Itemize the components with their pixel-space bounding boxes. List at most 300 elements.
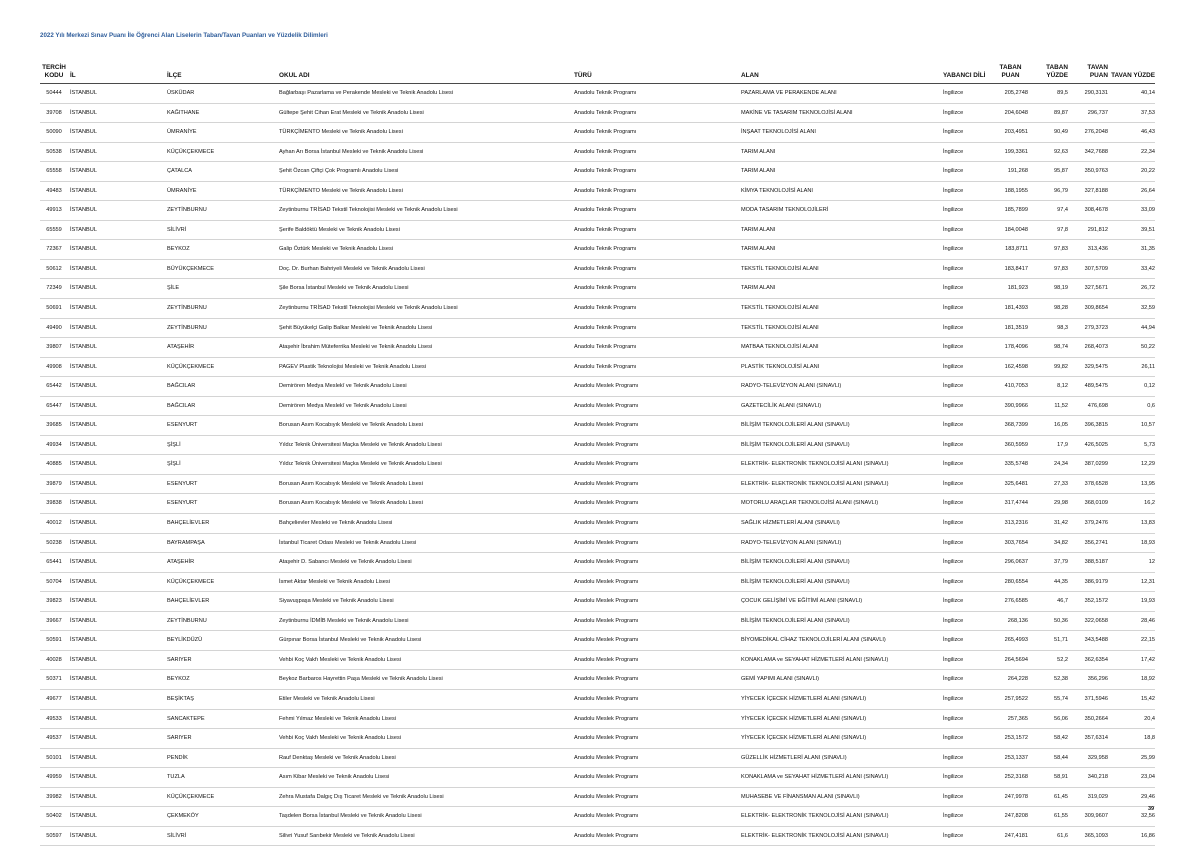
- cell-top-percent: 44,94: [1141, 324, 1155, 331]
- cell-code: 49677: [46, 695, 62, 702]
- cell-school: Bahçelievler Mesleki ve Teknik Anadolu Lisesi: [279, 520, 393, 527]
- cell-language: İngilizce: [943, 90, 964, 96]
- cell-field: ELEKTRİK- ELEKTRONİK TEKNOLOJİSİ ALANI (SINAVLI): [741, 480, 889, 487]
- cell-top-score: 386,9179: [1084, 578, 1108, 585]
- cell-top-percent: 37,53: [1141, 109, 1155, 116]
- cell-type: Anadolu Teknik Programı: [574, 344, 637, 351]
- cell-base-score: 303,7654: [1004, 539, 1028, 546]
- cell-base-percent: 56,06: [1054, 715, 1068, 722]
- cell-code: 65559: [46, 226, 62, 233]
- cell-top-score: 352,1572: [1084, 598, 1108, 605]
- cell-base-score: 204,6048: [1004, 109, 1028, 116]
- cell-school: Vehbi Koç Vakfı Mesleki ve Teknik Anadolu Lisesi: [279, 735, 401, 742]
- cell-base-score: 184,0048: [1004, 226, 1028, 233]
- table-row: [40, 142, 1155, 162]
- cell-type: Anadolu Meslek Programı: [574, 480, 639, 487]
- cell-base-score: 264,5694: [1004, 656, 1028, 663]
- cell-school: Ataşehir D. Sabancı Mesleki ve Teknik Anadolu Lisesi: [279, 559, 412, 566]
- cell-base-score: 390,9966: [1004, 402, 1028, 409]
- cell-code: 72349: [46, 285, 62, 292]
- cell-base-score: 252,3168: [1004, 774, 1028, 781]
- cell-type: Anadolu Meslek Programı: [574, 832, 639, 839]
- col-header-il: İL: [70, 72, 76, 79]
- cell-language: İngilizce: [943, 656, 964, 663]
- cell-ilce: ZEYTİNBURNU: [167, 617, 207, 624]
- table-row: [40, 689, 1155, 709]
- cell-ilce: ÜMRANİYE: [167, 129, 197, 136]
- cell-type: Anadolu Meslek Programı: [574, 617, 639, 624]
- table-row: [40, 592, 1155, 612]
- cell-top-percent: 16,2: [1144, 500, 1155, 507]
- cell-school: Taşdelen Borsa İstanbul Mesleki ve Teknik Anadolu Lisesi: [279, 813, 422, 820]
- cell-top-score: 396,3815: [1084, 422, 1108, 429]
- cell-type: Anadolu Meslek Programı: [574, 383, 639, 390]
- cell-base-score: 162,4598: [1004, 363, 1028, 370]
- cell-il: İSTANBUL: [70, 148, 97, 155]
- cell-top-percent: 23,04: [1141, 774, 1155, 781]
- cell-type: Anadolu Meslek Programı: [574, 520, 639, 527]
- table-row: [40, 631, 1155, 651]
- cell-code: 50371: [46, 676, 62, 683]
- cell-language: İngilizce: [943, 539, 964, 546]
- cell-ilce: ŞİŞLİ: [167, 441, 181, 448]
- cell-code: 39685: [46, 422, 62, 429]
- cell-language: İngilizce: [943, 754, 964, 761]
- cell-code: 50591: [46, 637, 62, 644]
- cell-field: TARIM ALANI: [741, 168, 776, 175]
- cell-base-score: 181,4393: [1004, 305, 1028, 312]
- cell-ilce: ESENYURT: [167, 500, 198, 507]
- cell-il: İSTANBUL: [70, 363, 97, 370]
- cell-code: 50704: [46, 578, 62, 585]
- cell-top-percent: 12: [1148, 559, 1155, 566]
- cell-field: GÜZELLİK HİZMETLERİ ALANI (SINAVLI): [741, 754, 847, 761]
- cell-ilce: ZEYTİNBURNU: [167, 305, 207, 312]
- cell-type: Anadolu Meslek Programı: [574, 578, 639, 585]
- cell-type: Anadolu Teknik Programı: [574, 265, 637, 272]
- cell-top-score: 276,2048: [1084, 129, 1108, 136]
- col-header-code: TERCİH KODU: [42, 64, 66, 79]
- table-row: [40, 729, 1155, 749]
- cell-il: İSTANBUL: [70, 793, 97, 800]
- cell-top-score: 342,7688: [1084, 148, 1108, 155]
- cell-type: Anadolu Meslek Programı: [574, 676, 639, 683]
- cell-ilce: ŞİŞLİ: [167, 461, 181, 468]
- cell-code: 50402: [46, 813, 62, 820]
- cell-base-percent: 37,79: [1054, 559, 1068, 566]
- cell-type: Anadolu Meslek Programı: [574, 402, 639, 409]
- cell-base-score: 268,136: [1007, 617, 1028, 624]
- cell-base-score: 181,3519: [1004, 324, 1028, 331]
- cell-base-percent: 61,6: [1057, 832, 1068, 839]
- cell-top-score: 307,5709: [1084, 265, 1108, 272]
- cell-code: 72367: [46, 246, 62, 253]
- cell-field: PLASTİK TEKNOLOJİSİ ALANI: [741, 363, 820, 370]
- cell-ilce: ZEYTİNBURNU: [167, 207, 207, 214]
- cell-ilce: ÇATALCA: [167, 168, 192, 175]
- cell-base-score: 253,1337: [1004, 754, 1028, 761]
- cell-language: İngilizce: [943, 578, 964, 585]
- cell-top-percent: 13,95: [1141, 480, 1155, 487]
- cell-school: Yıldız Teknik Üniversitesi Maçka Mesleki ve Teknik Anadolu Lisesi: [279, 461, 442, 468]
- cell-language: İngilizce: [943, 226, 964, 233]
- cell-language: İngilizce: [943, 285, 964, 292]
- cell-type: Anadolu Meslek Programı: [574, 715, 639, 722]
- cell-top-percent: 40,14: [1141, 90, 1155, 96]
- cell-top-percent: 20,22: [1141, 168, 1155, 175]
- cell-code: 65441: [46, 559, 62, 566]
- cell-il: İSTANBUL: [70, 715, 97, 722]
- cell-top-score: 357,6314: [1084, 735, 1108, 742]
- cell-field: BİLİŞİM TEKNOLOJİLERİ ALANI (SINAVLI): [741, 441, 850, 448]
- cell-type: Anadolu Meslek Programı: [574, 559, 639, 566]
- table-row: [40, 455, 1155, 475]
- cell-type: Anadolu Teknik Programı: [574, 324, 637, 331]
- cell-il: İSTANBUL: [70, 168, 97, 175]
- cell-language: İngilizce: [943, 148, 964, 155]
- cell-base-percent: 92,63: [1054, 148, 1068, 155]
- cell-code: 40028: [46, 656, 62, 663]
- cell-school: Beykoz Barbaros Hayrettin Paşa Mesleki ve Teknik Anadolu Lisesi: [279, 676, 443, 683]
- cell-base-score: 253,1572: [1004, 735, 1028, 742]
- cell-il: İSTANBUL: [70, 539, 97, 546]
- cell-il: İSTANBUL: [70, 129, 97, 136]
- cell-base-score: 188,1955: [1004, 187, 1028, 194]
- cell-field: MATBAA TEKNOLOJİSİ ALANI: [741, 344, 819, 351]
- cell-base-score: 280,6554: [1004, 578, 1028, 585]
- cell-base-percent: 98,74: [1054, 344, 1068, 351]
- cell-top-percent: 50,22: [1141, 344, 1155, 351]
- cell-field: YİYECEK İÇECEK HİZMETLERİ ALANI (SINAVLI): [741, 715, 867, 722]
- table-row: [40, 123, 1155, 143]
- cell-code: 39667: [46, 617, 62, 624]
- cell-base-percent: 97,83: [1054, 265, 1068, 272]
- cell-top-percent: 18,93: [1141, 539, 1155, 546]
- cell-ilce: BÜYÜKÇEKMECE: [167, 265, 214, 272]
- cell-type: Anadolu Meslek Programı: [574, 441, 639, 448]
- cell-type: Anadolu Meslek Programı: [574, 598, 639, 605]
- cell-base-score: 264,228: [1007, 676, 1028, 683]
- cell-school: Silivri Yusuf Sarıbekir Mesleki ve Teknik Anadolu Lisesi: [279, 832, 415, 839]
- cell-field: TARIM ALANI: [741, 148, 776, 155]
- cell-base-percent: 61,55: [1054, 813, 1068, 820]
- cell-field: MODA TASARIM TEKNOLOJİLERİ: [741, 207, 829, 214]
- cell-school: Asım Kibar Mesleki ve Teknik Anadolu Lisesi: [279, 774, 390, 781]
- cell-type: Anadolu Meslek Programı: [574, 793, 639, 800]
- score-table: [40, 55, 1155, 846]
- cell-field: BİLİŞİM TEKNOLOJİLERİ ALANI (SINAVLI): [741, 617, 850, 624]
- cell-top-score: 489,5475: [1084, 383, 1108, 390]
- cell-language: İngilizce: [943, 813, 964, 820]
- cell-base-percent: 98,28: [1054, 305, 1068, 312]
- cell-language: İngilizce: [943, 695, 964, 702]
- col-header-ilce: İLÇE: [167, 72, 182, 79]
- cell-type: Anadolu Teknik Programı: [574, 285, 637, 292]
- cell-top-score: 319,029: [1087, 793, 1108, 800]
- cell-type: Anadolu Meslek Programı: [574, 735, 639, 742]
- cell-top-percent: 46,43: [1141, 129, 1155, 136]
- cell-base-score: 205,2748: [1004, 90, 1028, 96]
- cell-top-percent: 22,34: [1141, 148, 1155, 155]
- cell-top-score: 356,2741: [1084, 539, 1108, 546]
- cell-school: Demirören Medya Meslekî ve Teknik Anadolu Lisesi: [279, 383, 407, 390]
- cell-base-percent: 58,91: [1054, 774, 1068, 781]
- cell-type: Anadolu Meslek Programı: [574, 813, 639, 820]
- cell-field: BİLİŞİM TEKNOLOJİLERİ ALANI (SINAVLI): [741, 578, 850, 585]
- cell-code: 50597: [46, 832, 62, 839]
- cell-field: PAZARLAMA VE PERAKENDE ALANI: [741, 90, 837, 96]
- table-row: [40, 279, 1155, 299]
- cell-school: Ataşehir İbrahim Müteferrika Mesleki ve Teknik Anadolu Lisesi: [279, 344, 433, 351]
- cell-language: İngilizce: [943, 520, 964, 527]
- cell-type: Anadolu Meslek Programı: [574, 754, 639, 761]
- table-row: [40, 826, 1155, 846]
- cell-school: Zeytinburnu TRİSAD Tekstil Teknolojisi Mesleki ve Teknik Anadolu Lisesi: [279, 305, 458, 312]
- cell-language: İngilizce: [943, 441, 964, 448]
- cell-il: İSTANBUL: [70, 344, 97, 351]
- cell-field: ELEKTRİK- ELEKTRONİK TEKNOLOJİSİ ALANI (SINAVLI): [741, 832, 889, 839]
- cell-il: İSTANBUL: [70, 383, 97, 390]
- cell-il: İSTANBUL: [70, 402, 97, 409]
- cell-top-score: 343,5488: [1084, 637, 1108, 644]
- cell-il: İSTANBUL: [70, 578, 97, 585]
- cell-language: İngilizce: [943, 363, 964, 370]
- cell-field: TEKSTİL TEKNOLOJİSİ ALANI: [741, 265, 819, 272]
- cell-language: İngilizce: [943, 305, 964, 312]
- cell-top-score: 268,4073: [1084, 344, 1108, 351]
- cell-school: Galip Öztürk Mesleki ve Teknik Anadolu Lisesi: [279, 246, 393, 253]
- cell-top-score: 329,958: [1087, 754, 1108, 761]
- cell-code: 49959: [46, 774, 62, 781]
- cell-language: İngilizce: [943, 832, 964, 839]
- cell-top-percent: 22,15: [1141, 637, 1155, 644]
- cell-base-score: 191,268: [1007, 168, 1028, 175]
- cell-code: 39838: [46, 500, 62, 507]
- cell-base-score: 183,8711: [1005, 246, 1028, 253]
- cell-code: 49533: [46, 715, 62, 722]
- cell-base-score: 265,4993: [1004, 637, 1028, 644]
- cell-base-score: 247,9978: [1004, 793, 1028, 800]
- cell-type: Anadolu Meslek Programı: [574, 422, 639, 429]
- cell-il: İSTANBUL: [70, 813, 97, 820]
- cell-field: YİYECEK İÇECEK HİZMETLERİ ALANI (SINAVLI): [741, 695, 867, 702]
- cell-top-percent: 16,86: [1141, 832, 1155, 839]
- cell-school: Doç. Dr. Burhan Bahriyeli Mesleki ve Teknik Anadolu Lisesi: [279, 265, 425, 272]
- cell-field: MOTORLU ARAÇLAR TEKNOLOJİSİ ALANI (SINAVLI): [741, 500, 879, 507]
- cell-top-percent: 33,09: [1141, 207, 1155, 214]
- cell-il: İSTANBUL: [70, 480, 97, 487]
- cell-base-percent: 52,2: [1057, 656, 1068, 663]
- cell-code: 39879: [46, 480, 62, 487]
- cell-field: TEKSTİL TEKNOLOJİSİ ALANI: [741, 324, 819, 331]
- cell-ilce: KÜÇÜKÇEKMECE: [167, 363, 215, 370]
- cell-ilce: BEŞİKTAŞ: [167, 695, 194, 702]
- cell-field: MAKİNE VE TASARIM TEKNOLOJİSİ ALANI: [741, 109, 853, 116]
- cell-type: Anadolu Teknik Programı: [574, 168, 637, 175]
- cell-base-percent: 50,36: [1054, 617, 1068, 624]
- cell-school: Zeytinburnu İDMİB Mesleki ve Teknik Anadolu Lisesi: [279, 617, 409, 624]
- cell-top-percent: 32,59: [1141, 305, 1155, 312]
- cell-language: İngilizce: [943, 246, 964, 253]
- cell-base-percent: 29,98: [1054, 500, 1068, 507]
- cell-il: İSTANBUL: [70, 422, 97, 429]
- cell-type: Anadolu Teknik Programı: [574, 246, 637, 253]
- table-row: [40, 396, 1155, 416]
- cell-top-percent: 18,8: [1144, 735, 1155, 742]
- cell-school: Borusan Asım Kocabıyık Mesleki ve Teknik Anadolu Lisesi: [279, 500, 423, 507]
- cell-type: Anadolu Teknik Programı: [574, 109, 637, 116]
- cell-top-percent: 25,99: [1141, 754, 1155, 761]
- cell-school: Bağlarbaşı Pazarlama ve Perakende Mesleki ve Teknik Anadolu Lisesi: [279, 90, 454, 96]
- cell-type: Anadolu Teknik Programı: [574, 305, 637, 312]
- cell-school: Zehra Mustafa Dalgıç Dış Ticaret Mesleki ve Teknik Anadolu Lisesi: [279, 793, 444, 800]
- table-row: [40, 533, 1155, 553]
- cell-top-percent: 32,56: [1141, 813, 1155, 820]
- cell-base-percent: 89,87: [1054, 109, 1068, 116]
- cell-top-percent: 31,35: [1141, 246, 1155, 253]
- table-row: [40, 768, 1155, 788]
- cell-language: İngilizce: [943, 422, 964, 429]
- cell-il: İSTANBUL: [70, 246, 97, 253]
- cell-ilce: ESENYURT: [167, 422, 198, 429]
- cell-school: Yıldız Teknik Üniversitesi Maçka Mesleki ve Teknik Anadolu Lisesi: [279, 441, 442, 448]
- cell-base-percent: 61,45: [1054, 793, 1068, 800]
- cell-field: SAĞLIK HİZMETLERİ ALANI (SINAVLI): [741, 520, 840, 527]
- table-row: [40, 377, 1155, 397]
- table-row: [40, 748, 1155, 768]
- cell-top-percent: 20,4: [1144, 715, 1155, 722]
- cell-language: İngilizce: [943, 383, 964, 390]
- cell-top-score: 309,8654: [1084, 305, 1108, 312]
- cell-ilce: KÜÇÜKÇEKMECE: [167, 793, 215, 800]
- cell-il: İSTANBUL: [70, 461, 97, 468]
- cell-school: Ayhan Arı Borsa İstanbul Mesleki ve Teknik Anadolu Lisesi: [279, 148, 424, 155]
- cell-language: İngilizce: [943, 187, 964, 194]
- cell-school: Rauf Denktaş Mesleki ve Teknik Anadolu Lisesi: [279, 754, 396, 761]
- cell-field: KONAKLAMA ve SEYAHAT HİZMETLERİ ALANI (SINAVLI): [741, 774, 889, 781]
- cell-top-score: 313,436: [1087, 246, 1108, 253]
- cell-top-percent: 0,12: [1144, 383, 1155, 390]
- cell-type: Anadolu Teknik Programı: [574, 207, 637, 214]
- cell-ilce: ÇEKMEKÖY: [167, 813, 199, 820]
- cell-base-score: 317,4744: [1004, 500, 1028, 507]
- cell-type: Anadolu Teknik Programı: [574, 187, 637, 194]
- cell-ilce: BEYKOZ: [167, 676, 190, 683]
- cell-base-percent: 90,49: [1054, 129, 1068, 136]
- cell-ilce: BAĞCILAR: [167, 383, 196, 390]
- cell-code: 50691: [46, 305, 62, 312]
- cell-il: İSTANBUL: [70, 598, 97, 605]
- cell-top-score: 296,737: [1087, 109, 1108, 116]
- cell-base-percent: 97,8: [1057, 226, 1068, 233]
- cell-ilce: SİLİVRİ: [167, 226, 187, 233]
- cell-language: İngilizce: [943, 402, 964, 409]
- cell-ilce: ŞİLE: [167, 285, 180, 292]
- col-header-language: YABANCI DİLİ: [943, 72, 986, 79]
- col-header-school: OKUL ADI: [279, 72, 310, 79]
- cell-base-score: 257,365: [1007, 715, 1028, 722]
- cell-school: Gürpınar Borsa İstanbul Mesleki ve Teknik Anadolu Lisesi: [279, 637, 422, 644]
- cell-top-score: 327,8188: [1084, 187, 1108, 194]
- cell-field: TARIM ALANI: [741, 285, 776, 292]
- cell-top-percent: 19,93: [1141, 598, 1155, 605]
- cell-field: MUHASEBE VE FİNANSMAN ALANI (SINAVLI): [741, 793, 860, 800]
- table-header-row: [40, 55, 1155, 84]
- table-row: [40, 572, 1155, 592]
- cell-base-score: 257,9522: [1004, 695, 1028, 702]
- cell-il: İSTANBUL: [70, 500, 97, 507]
- table-row: [40, 357, 1155, 377]
- cell-language: İngilizce: [943, 207, 964, 214]
- cell-top-score: 327,5671: [1084, 285, 1108, 292]
- table-row: [40, 494, 1155, 514]
- cell-top-score: 322,0658: [1084, 617, 1108, 624]
- cell-base-percent: 27,33: [1054, 480, 1068, 487]
- cell-field: ELEKTRİK- ELEKTRONİK TEKNOLOJİSİ ALANI (SINAVLI): [741, 461, 889, 468]
- cell-ilce: ZEYTİNBURNU: [167, 324, 207, 331]
- cell-base-percent: 8,12: [1057, 383, 1068, 390]
- table-row: [40, 709, 1155, 729]
- cell-code: 50238: [46, 539, 62, 546]
- cell-base-score: 335,5748: [1004, 461, 1028, 468]
- cell-base-percent: 95,87: [1054, 168, 1068, 175]
- cell-language: İngilizce: [943, 559, 964, 566]
- cell-language: İngilizce: [943, 480, 964, 487]
- cell-language: İngilizce: [943, 598, 964, 605]
- cell-code: 49934: [46, 441, 62, 448]
- table-row: [40, 807, 1155, 827]
- cell-top-score: 371,5946: [1084, 695, 1108, 702]
- cell-school: Gültepe Şehit Cihan Erat Mesleki ve Teknik Anadolu Lisesi: [279, 109, 424, 116]
- cell-school: TÜRKÇİMENTO Mesleki ve Teknik Anadolu Lisesi: [279, 129, 403, 136]
- cell-il: İSTANBUL: [70, 207, 97, 214]
- cell-school: Siyavuşpaşa Mesleki ve Teknik Anadolu Lisesi: [279, 598, 394, 605]
- cell-base-score: 183,8417: [1004, 265, 1028, 272]
- cell-il: İSTANBUL: [70, 559, 97, 566]
- cell-school: TÜRKÇİMENTO Mesleki ve Teknik Anadolu Lisesi: [279, 187, 403, 194]
- cell-school: Etiler Mesleki ve Teknik Anadolu Lisesi: [279, 695, 375, 702]
- cell-type: Anadolu Meslek Programı: [574, 774, 639, 781]
- cell-type: Anadolu Teknik Programı: [574, 148, 637, 155]
- cell-base-percent: 58,44: [1054, 754, 1068, 761]
- document-title: 2022 Yılı Merkezi Sınav Puanı İle Öğrenci Alan Liselerin Taban/Tavan Puanları ve Yüzdelik Dilimleri: [40, 32, 328, 39]
- cell-code: 49913: [46, 207, 62, 214]
- cell-base-score: 181,923: [1007, 285, 1028, 292]
- table-row: [40, 201, 1155, 221]
- cell-code: 50101: [46, 754, 62, 761]
- cell-language: İngilizce: [943, 617, 964, 624]
- cell-base-score: 325,6481: [1004, 480, 1028, 487]
- cell-code: 39823: [46, 598, 62, 605]
- cell-il: İSTANBUL: [70, 324, 97, 331]
- cell-language: İngilizce: [943, 461, 964, 468]
- cell-code: 39807: [46, 344, 62, 351]
- cell-base-score: 247,8208: [1004, 813, 1028, 820]
- table-row: [40, 670, 1155, 690]
- cell-top-percent: 13,83: [1141, 520, 1155, 527]
- cell-field: KİMYA TEKNOLOJİSİ ALANI: [741, 187, 813, 194]
- cell-base-percent: 46,7: [1057, 598, 1068, 605]
- cell-top-score: 368,0109: [1084, 500, 1108, 507]
- cell-base-score: 410,7053: [1004, 383, 1028, 390]
- cell-base-score: 313,2316: [1004, 520, 1028, 527]
- cell-top-score: 309,9607: [1084, 813, 1108, 820]
- cell-top-percent: 28,46: [1141, 617, 1155, 624]
- cell-top-percent: 17,42: [1141, 656, 1155, 663]
- cell-ilce: ATAŞEHİR: [167, 559, 195, 566]
- cell-base-percent: 98,3: [1057, 324, 1068, 331]
- cell-base-score: 247,4181: [1004, 832, 1028, 839]
